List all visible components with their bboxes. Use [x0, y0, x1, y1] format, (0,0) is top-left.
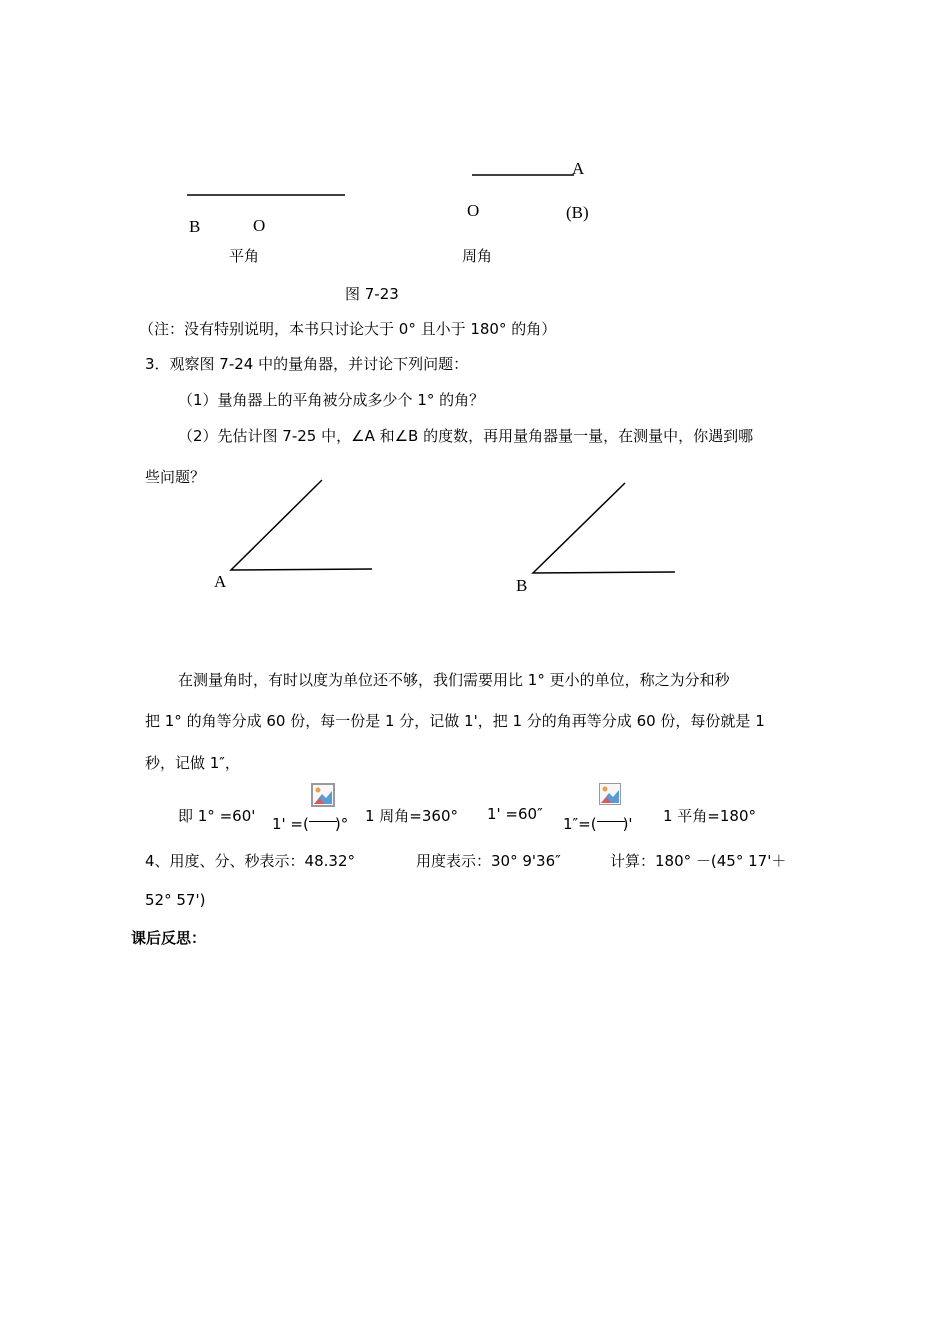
- question3-sub1: （1）量角器上的平角被分成多少个 1° 的角？: [178, 391, 485, 409]
- formula-4: 1' =60″: [487, 805, 543, 823]
- full-angle-label-b: (B): [566, 203, 589, 222]
- question3-sub2-line2: 些问题？: [145, 468, 206, 486]
- formula-1: 即 1° =60': [178, 807, 256, 825]
- question4-part-a: 4、用度、分、秒表示：48.32°: [145, 852, 355, 870]
- angle-a-label: A: [214, 572, 227, 591]
- paragraph-line3: 秒，记做 1″，: [145, 754, 240, 772]
- angle-b-label: B: [516, 576, 528, 595]
- formula-2: [272, 805, 348, 833]
- straight-angle-label-o: O: [253, 216, 266, 235]
- formula-5-suffix: )': [622, 815, 633, 833]
- straight-angle-label-b: B: [189, 217, 201, 236]
- question4-part-b: 用度表示：30° 9'36″: [416, 852, 561, 870]
- angle-b-rays: [533, 483, 675, 573]
- note-text: （注：没有特别说明，本书只讨论大于 0° 且小于 180° 的角）: [139, 320, 557, 338]
- question3-title: 3．观察图 7-24 中的量角器，并讨论下列问题：: [145, 355, 469, 373]
- full-angle-label-o: O: [467, 201, 480, 220]
- paragraph-line1: 在测量角时，有时以度为单位还不够，我们需要用比 1° 更小的单位，称之为分和秒: [178, 671, 730, 689]
- formula-5-prefix: 1″=(: [563, 815, 597, 833]
- question4-part-c: 计算：180° －(45° 17'＋: [610, 852, 787, 870]
- angle-a-rays: [231, 480, 372, 570]
- question3-sub2-line1: （2）先估计图 7-25 中，∠A 和∠B 的度数，再用量角器量一量，在测量中，你遇到哪: [178, 427, 754, 445]
- full-angle-caption: 周角: [462, 247, 493, 265]
- formula-5: [563, 805, 633, 833]
- figure-caption-7-23: 图 7-23: [345, 285, 399, 303]
- formula-2-prefix: 1' =(: [272, 815, 309, 833]
- formula-2-suffix: )°: [334, 815, 349, 833]
- reflection-heading: 课后反思：: [131, 929, 207, 947]
- question4-line2: 52° 57'): [145, 891, 206, 909]
- straight-angle-caption: 平角: [229, 247, 260, 265]
- formula-3: 1 周角=360°: [365, 807, 459, 825]
- formula-6: 1 平角=180°: [663, 807, 757, 825]
- paragraph-line2: 把 1° 的角等分成 60 份，每一份是 1 分，记做 1'，把 1 分的角再等分成 60 份，每份就是 1: [145, 712, 765, 730]
- image-placeholder-icon: [597, 805, 623, 831]
- full-angle-label-a: A: [572, 159, 585, 178]
- image-placeholder-icon: [309, 805, 335, 831]
